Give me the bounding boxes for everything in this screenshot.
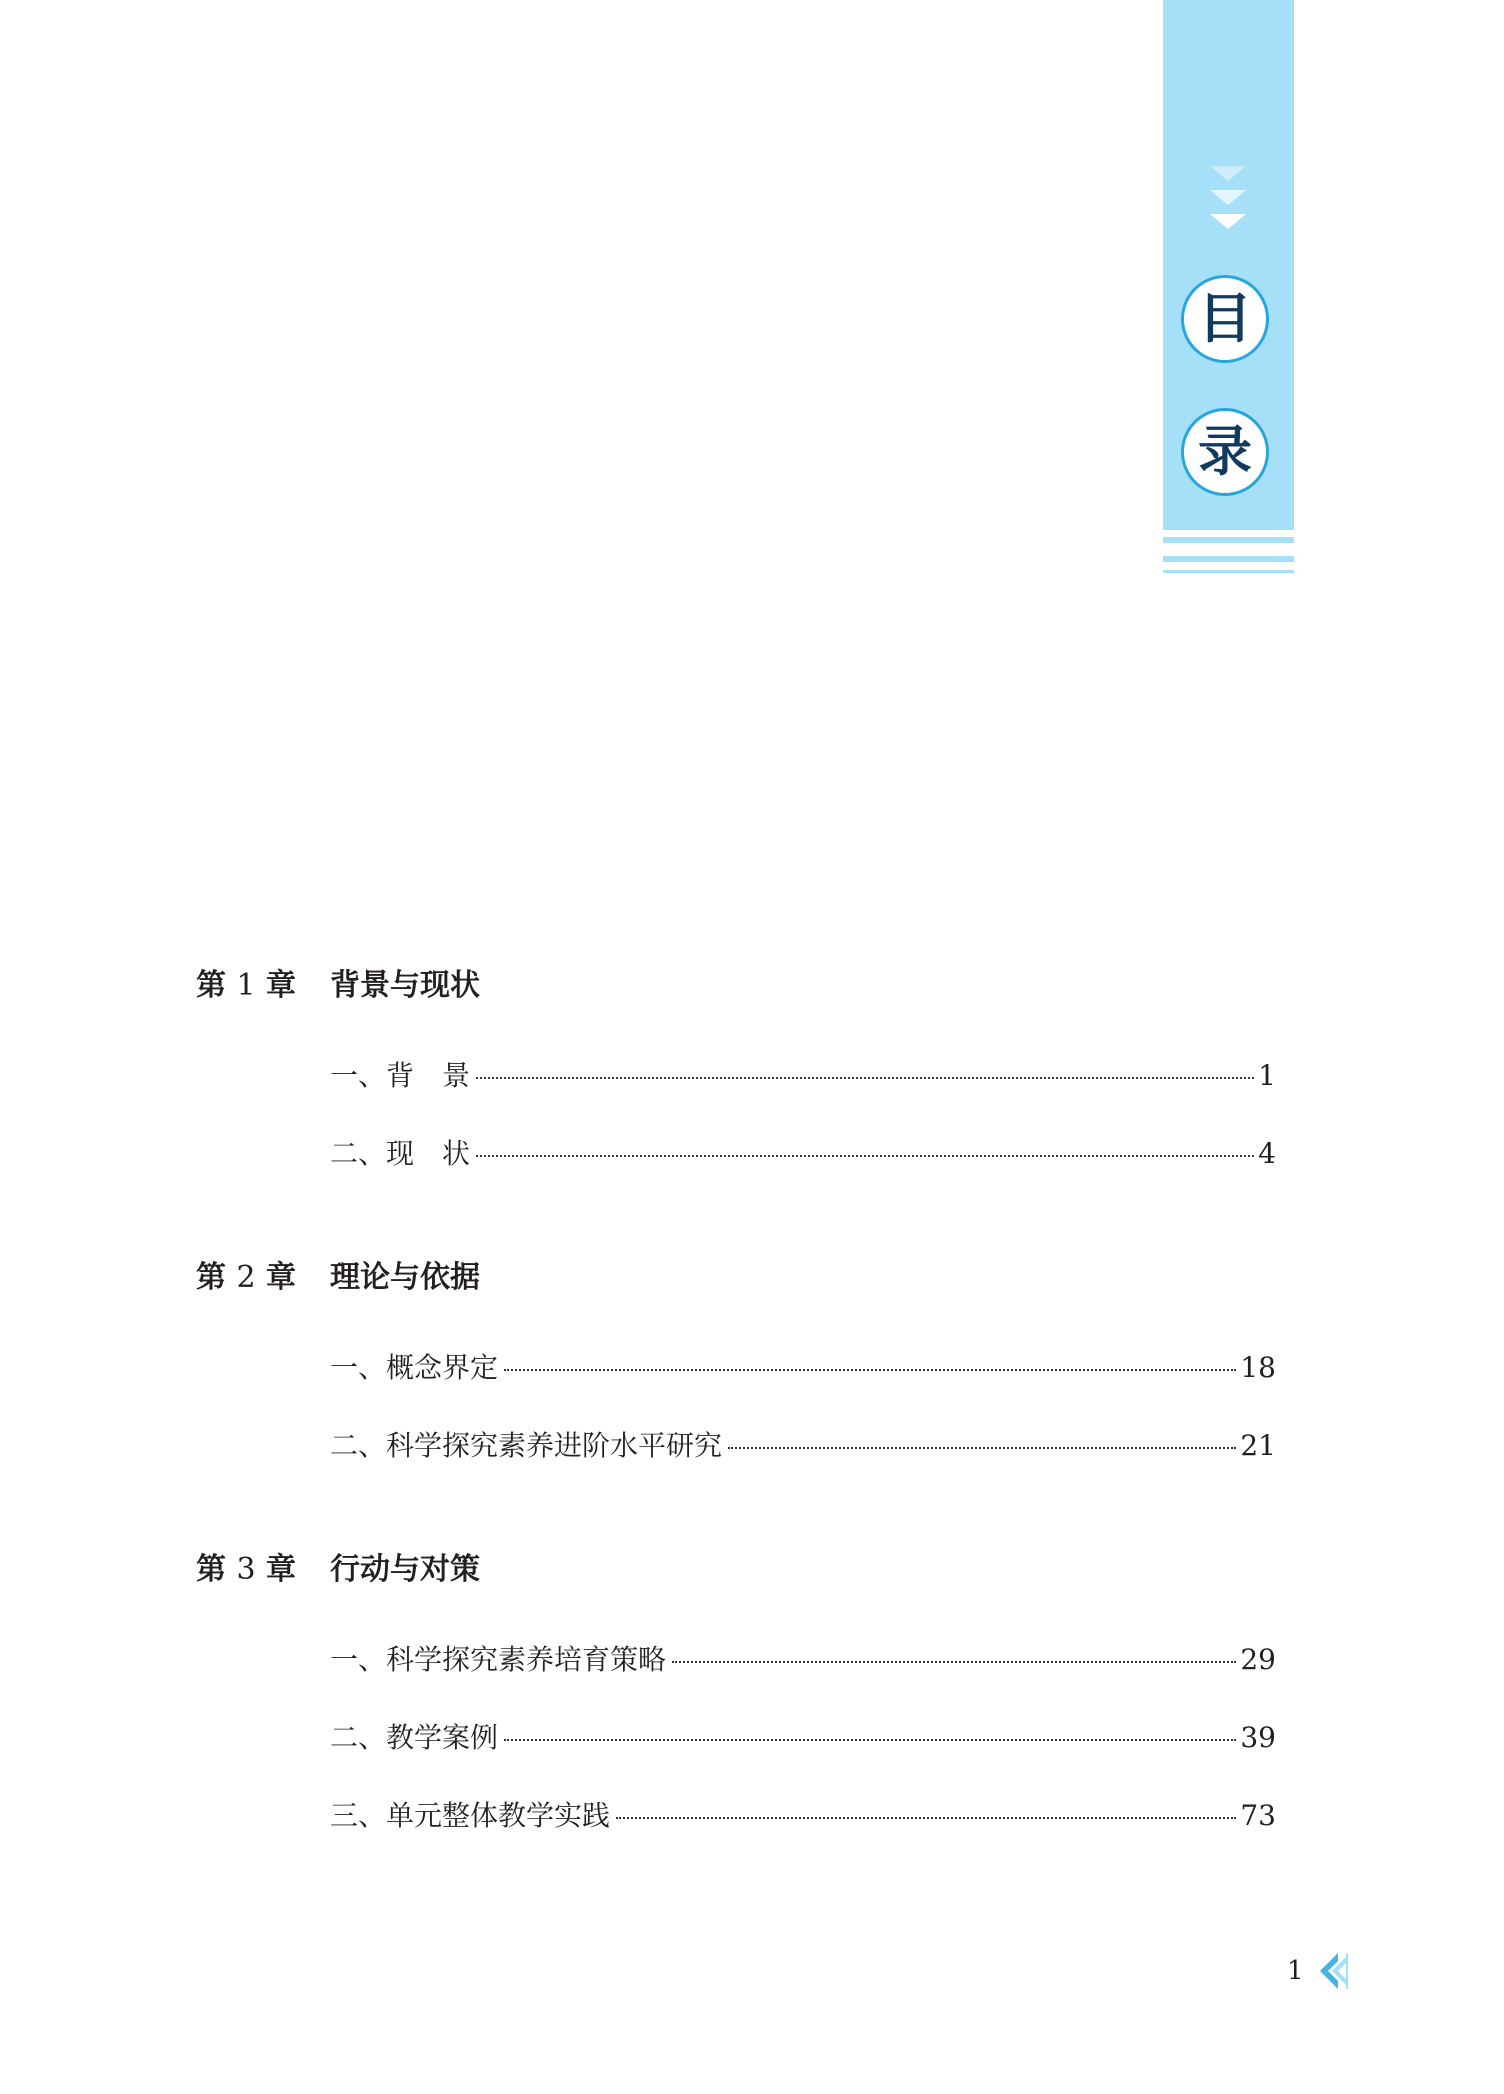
toc-entry[interactable] [330, 1132, 1276, 1210]
toc-entry-page: 29 [1240, 1643, 1276, 1676]
chapter-1-entries [330, 1054, 1276, 1210]
toc-entry-page: 21 [1240, 1429, 1276, 1462]
chapter-title: 行动与对策 [330, 1552, 480, 1587]
toc-entry-label: 二、科学探究素养进阶水平研究 [330, 1429, 723, 1462]
toc-entry[interactable] [330, 1424, 1276, 1502]
chapter-heading-1[interactable] [196, 960, 1280, 1020]
double-chevron-left-icon [1316, 1951, 1348, 1991]
toc-entry[interactable] [330, 1638, 1276, 1716]
toc-entry-label: 一、概念界定 [330, 1351, 499, 1384]
chapter-number: 第 3 章 [196, 1552, 296, 1587]
banner-divider [1163, 537, 1294, 543]
chapter-title: 理论与依据 [330, 1260, 480, 1295]
chevron-down-icon [1210, 166, 1246, 238]
dot-leader [728, 1447, 1236, 1449]
dot-leader [672, 1661, 1236, 1663]
toc-entry-label: 一、科学探究素养培育策略 [330, 1643, 667, 1676]
toc-entry[interactable] [330, 1054, 1276, 1132]
dot-leader [476, 1155, 1254, 1157]
chapter-heading-3[interactable] [196, 1544, 1280, 1604]
toc-banner [1163, 0, 1294, 530]
toc-entry-page: 18 [1240, 1351, 1276, 1384]
chapter-heading-2[interactable] [196, 1252, 1280, 1312]
toc-entry-label: 二、现 状 [330, 1137, 471, 1170]
chapter-number: 第 1 章 [196, 968, 296, 1003]
chapter-number: 第 2 章 [196, 1260, 296, 1295]
toc-entry-page: 1 [1258, 1059, 1276, 1092]
toc-entry-page: 39 [1240, 1721, 1276, 1754]
toc-entry-label: 二、教学案例 [330, 1721, 499, 1754]
dot-leader [504, 1739, 1236, 1741]
page-number: 1 [1287, 1956, 1304, 1986]
toc-entry-label: 一、背 景 [330, 1059, 471, 1092]
chapter-3-entries [330, 1638, 1276, 1872]
table-of-contents [196, 960, 1280, 1872]
dot-leader [616, 1817, 1236, 1819]
toc-entry[interactable] [330, 1716, 1276, 1794]
banner-divider [1163, 570, 1294, 573]
toc-entry[interactable] [330, 1346, 1276, 1424]
banner-divider [1163, 556, 1294, 562]
dot-leader [476, 1077, 1254, 1079]
toc-entry-page: 73 [1240, 1799, 1276, 1832]
toc-entry[interactable] [330, 1794, 1276, 1872]
banner-char-lu: 录 [1181, 408, 1269, 496]
banner-char-mu: 目 [1181, 275, 1269, 363]
chapter-2-entries [330, 1346, 1276, 1502]
toc-entry-page: 4 [1258, 1137, 1276, 1170]
toc-entry-label: 三、单元整体教学实践 [330, 1799, 611, 1832]
dot-leader [504, 1369, 1236, 1371]
chapter-title: 背景与现状 [330, 968, 480, 1003]
